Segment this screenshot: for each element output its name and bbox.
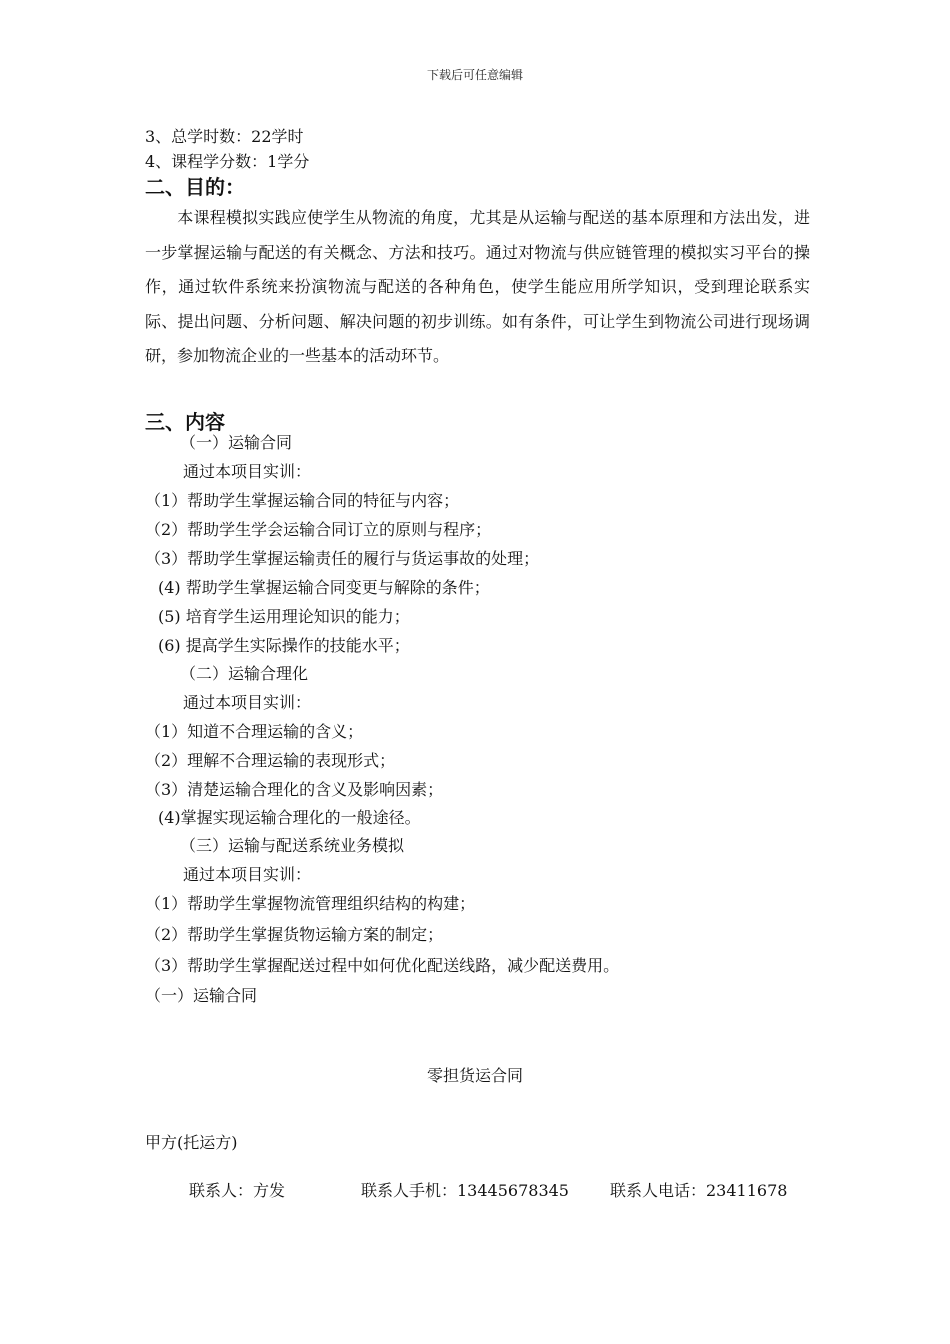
subsection-intro: 通过本项目实训： — [183, 693, 312, 712]
list-item: （3）清楚运输合理化的含义及影响因素； — [145, 780, 444, 799]
contact-phone: 联系人电话：23411678 — [610, 1181, 788, 1200]
contact-person: 联系人：方发 — [189, 1181, 286, 1200]
page-header: 下载后可任意编辑 — [426, 68, 523, 82]
list-item: （1）知道不合理运输的含义； — [145, 722, 364, 741]
info-credits: 4、课程学分数：1学分 — [145, 152, 310, 171]
subsection-title: （三）运输与配送系统业务模拟 — [180, 836, 405, 855]
info-total-hours: 3、总学时数：22学时 — [145, 127, 304, 146]
subsection-title: （二）运输合理化 — [180, 664, 309, 683]
list-item: (4) 帮助学生掌握运输合同变更与解除的条件； — [158, 578, 490, 597]
list-item: （2）理解不合理运输的表现形式； — [145, 751, 396, 770]
list-item: （1）帮助学生掌握运输合同的特征与内容； — [145, 491, 460, 510]
subsection-title-repeat: （一）运输合同 — [145, 986, 258, 1005]
section-heading-purpose: 二、目的： — [145, 175, 245, 199]
list-item: （2）帮助学生掌握货物运输方案的制定； — [145, 925, 444, 944]
contact-row — [189, 1178, 787, 1201]
subsection-intro: 通过本项目实训： — [183, 865, 312, 884]
section-heading-content: 三、内容 — [145, 410, 225, 434]
list-item: (4)掌握实现运输合理化的一般途径。 — [158, 808, 421, 827]
subsection-intro: 通过本项目实训： — [183, 462, 312, 481]
purpose-paragraph — [145, 201, 810, 374]
subsection-title: （一）运输合同 — [180, 433, 293, 452]
contract-title: 零担货运合同 — [426, 1066, 523, 1085]
list-item: （1）帮助学生掌握物流管理组织结构的构建； — [145, 894, 476, 913]
contact-mobile: 联系人手机：13445678345 — [361, 1181, 569, 1200]
list-item: （2）帮助学生学会运输合同订立的原则与程序； — [145, 520, 492, 539]
list-item: (6) 提高学生实际操作的技能水平； — [158, 636, 410, 655]
purpose-paragraph-text: 本课程模拟实践应使学生从物流的角度，尤其是从运输与配送的基本原理和方法出发，进一步掌握运输与配送的有关概念、方法和技巧。通过对物流与供应链管理的模拟实习平台的操作，通过软件系统来扮演物流与配送的各种角色，使学生能应用所学知识，受到理论联系实际、提出问题、分析问题、解决问题的初步训练。如有条件，可让学生到物流公司进行现场调研，参加物流企业的一些基本的活动环节。 — [145, 208, 810, 365]
list-item: （3）帮助学生掌握运输责任的履行与货运事故的处理； — [145, 549, 540, 568]
party-a-label: 甲方(托运方) — [145, 1133, 238, 1152]
list-item: （3）帮助学生掌握配送过程中如何优化配送线路，减少配送费用。 — [145, 956, 620, 975]
list-item: (5) 培育学生运用理论知识的能力； — [158, 607, 410, 626]
